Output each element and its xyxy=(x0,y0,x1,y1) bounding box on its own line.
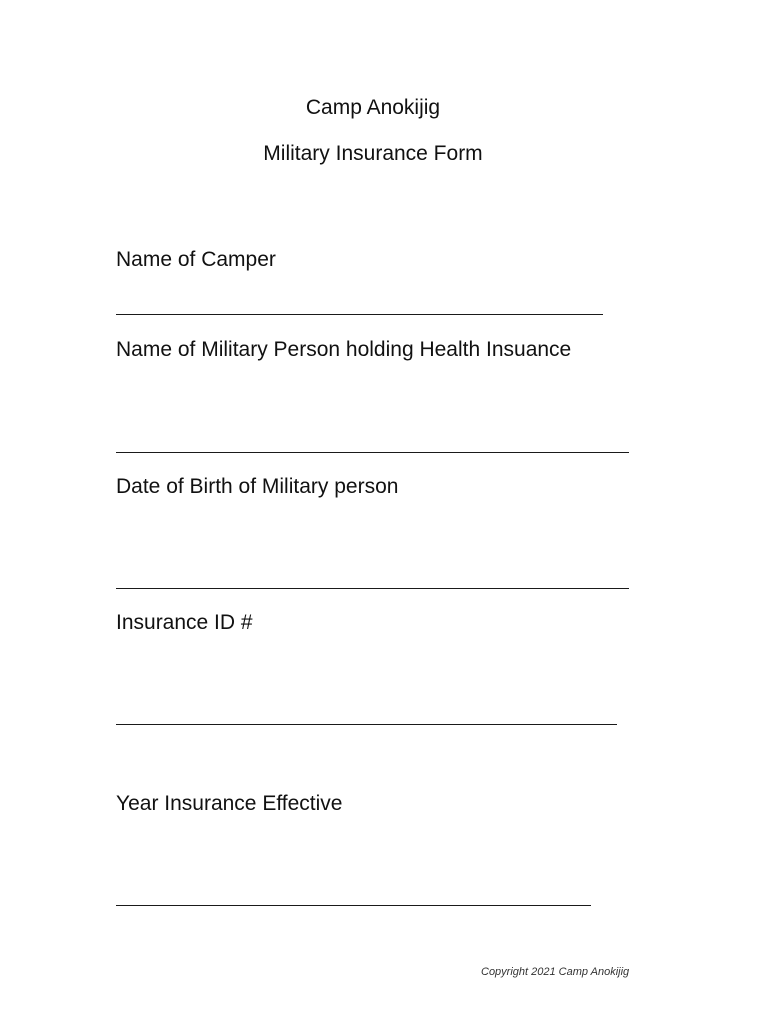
field-line-camper-name[interactable] xyxy=(116,314,603,315)
copyright-footer: Copyright 2021 Camp Anokijig xyxy=(481,966,630,978)
field-line-military-person-name[interactable] xyxy=(116,452,629,453)
field-label-military-person-name: Name of Military Person holding Health Insuance xyxy=(116,338,572,361)
organization-name: Camp Anokijig xyxy=(305,96,441,119)
field-line-insurance-id[interactable] xyxy=(116,724,617,725)
field-label-insurance-id: Insurance ID # xyxy=(116,611,253,634)
field-label-camper-name: Name of Camper xyxy=(116,248,276,271)
form-title: Military Insurance Form xyxy=(263,142,483,165)
field-line-year-effective[interactable] xyxy=(116,905,591,906)
field-label-year-effective: Year Insurance Effective xyxy=(116,792,343,815)
field-label-military-dob: Date of Birth of Military person xyxy=(116,475,399,498)
field-line-military-dob[interactable] xyxy=(116,588,629,589)
